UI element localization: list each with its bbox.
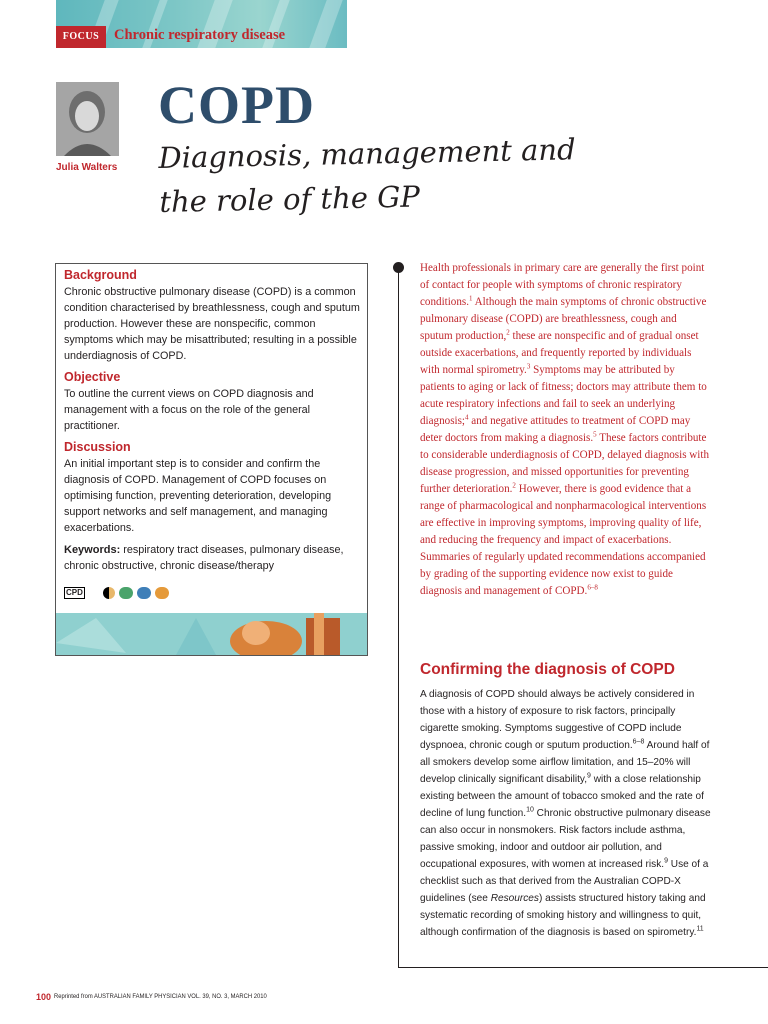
intro-text-7: However, there is good evidence that a range of pharmacological and nonpharmacological interventions are effective in improving symptoms, improving quality of life, and reducing the frequency and impact of exacerbations. Summaries of regularly updated recommendations accompanied by grading of the supporting evidence now exist to guide diagnosis and management of COPD. [420,483,707,597]
background-heading: Background [64,268,137,282]
keywords-text: respiratory tract diseases, pulmonary disease, chronic obstructive, chronic disease/therapy [64,544,344,572]
column-rule-horizontal [398,967,768,968]
column-bullet-dot [393,262,404,273]
abstract-box [55,263,368,656]
author-name: Julia Walters [56,162,118,173]
people-icon [119,587,133,599]
ref-sup: 10 [526,806,534,814]
confirm-text-4: Chronic obstructive pulmonary disease can also occur in nonsmokers. Risk factors include asthma, passive smoking, indoor and outdoor air pollution, and occupational exposures, with women at increased risk. [420,808,711,870]
intro-text-4: Symptoms may be attributed by patients to aging or lack of fitness; doctors may attribute them to acute respiratory infections and fail to seek an underlying diagnosis; [420,364,707,427]
contrast-icon [103,587,115,599]
focus-tag: FOCUS [56,26,106,48]
objective-heading: Objective [64,370,121,384]
intro-text-5: and negative attitudes to treatment of COPD may deter doctors from making a diagnosis. [420,415,691,444]
ref-sup: 3 [526,362,531,371]
ref-sup: 4 [465,413,469,422]
article-subtitle: Diagnosis, management and the role of the GP [158,132,576,219]
page-number: 100 [36,992,52,1002]
abstract-banner-image [56,613,367,655]
ref-sup: 1 [469,294,473,303]
confirm-text-5: Use of a checklist such as that derived from the Australian COPD-X guidelines (see [420,859,709,904]
cpd-icons-row [64,586,169,600]
discussion-heading: Discussion [64,440,131,454]
background-text: Chronic obstructive pulmonary disease (COPD) is a common condition characterised by breathlessness, cough and sputum production. However these are nonspecific, common symptoms which may be misattributed; resulting in a possible underdiagnosis of COPD. [64,286,360,362]
ref-sup: 6–8 [632,738,645,746]
intro-text-6: These factors contribute to considerable underdiagnosis of COPD, delayed diagnosis with disease progression, and missed opportunities for preventing further deterioration. [420,432,710,495]
confirm-paragraph [420,686,712,941]
ref-sup: 5 [593,430,597,439]
hand-icon [137,587,151,599]
intro-text-3: these are nonspecific and of gradual onset outside exacerbations, and frequently reported by individuals with normal spirometry. [420,330,699,376]
objective-text: To outline the current views on COPD diagnosis and management with a focus on the role of the general practitioner. [64,388,314,432]
article-title: COPD [158,75,315,135]
keywords [64,542,360,574]
ref-sup: 6–8 [587,583,598,592]
discussion-text: An initial important step is to consider and confirm the diagnosis of COPD. Management of COPD focuses on optimising function, preventing deterioration, developing support networks and self management, and managing exacerbations. [64,458,332,534]
ref-sup: 2 [506,328,510,337]
keywords-label: Keywords: [64,544,121,556]
confirm-text-6: ) assists structured history taking and systematic recording of smoking history and willingness to quit, although confirmation of the diagnosis is based on spirometry. [420,893,706,938]
confirm-text-1: A diagnosis of COPD should always be actively considered in those with a history of exposure to risk factors, principally cigarette smoking. Symptoms suggestive of COPD include dyspnoea, chronic cough or sputum production. [420,689,695,751]
section-heading-confirming: Confirming the diagnosis of COPD [420,661,675,678]
confirm-text-3: with a close relationship existing between the amount of tobacco smoked and the rate of decline of lung function. [420,774,704,819]
resources-ref: Resources [490,893,539,904]
cpd-badge: CPD [66,588,83,597]
footer-citation: Reprinted from AUSTRALIAN FAMILY PHYSICIAN VOL. 39, NO. 3, MARCH 2010 [54,993,267,1000]
confirm-text-2: Around half of all smokers develop some airflow limitation, and 15–20% will develop clinically significant disability, [420,740,710,785]
brain-icon [155,587,169,599]
ref-sup: 2 [512,481,516,490]
ref-sup: 9 [664,857,668,865]
ref-sup: 9 [587,772,591,780]
intro-paragraph [420,260,712,600]
intro-text-2: Although the main symptoms of chronic obstructive pulmonary disease (COPD) are breathlessness, cough and sputum production, [420,296,707,342]
section-title: Chronic respiratory disease [114,27,286,43]
intro-text-1: Health professionals in primary care are generally the first point of contact for people with symptoms of chronic respiratory conditions. [420,262,705,308]
ref-sup: 11 [696,925,704,933]
author-photo [56,82,119,156]
column-rule-vertical [398,266,399,968]
